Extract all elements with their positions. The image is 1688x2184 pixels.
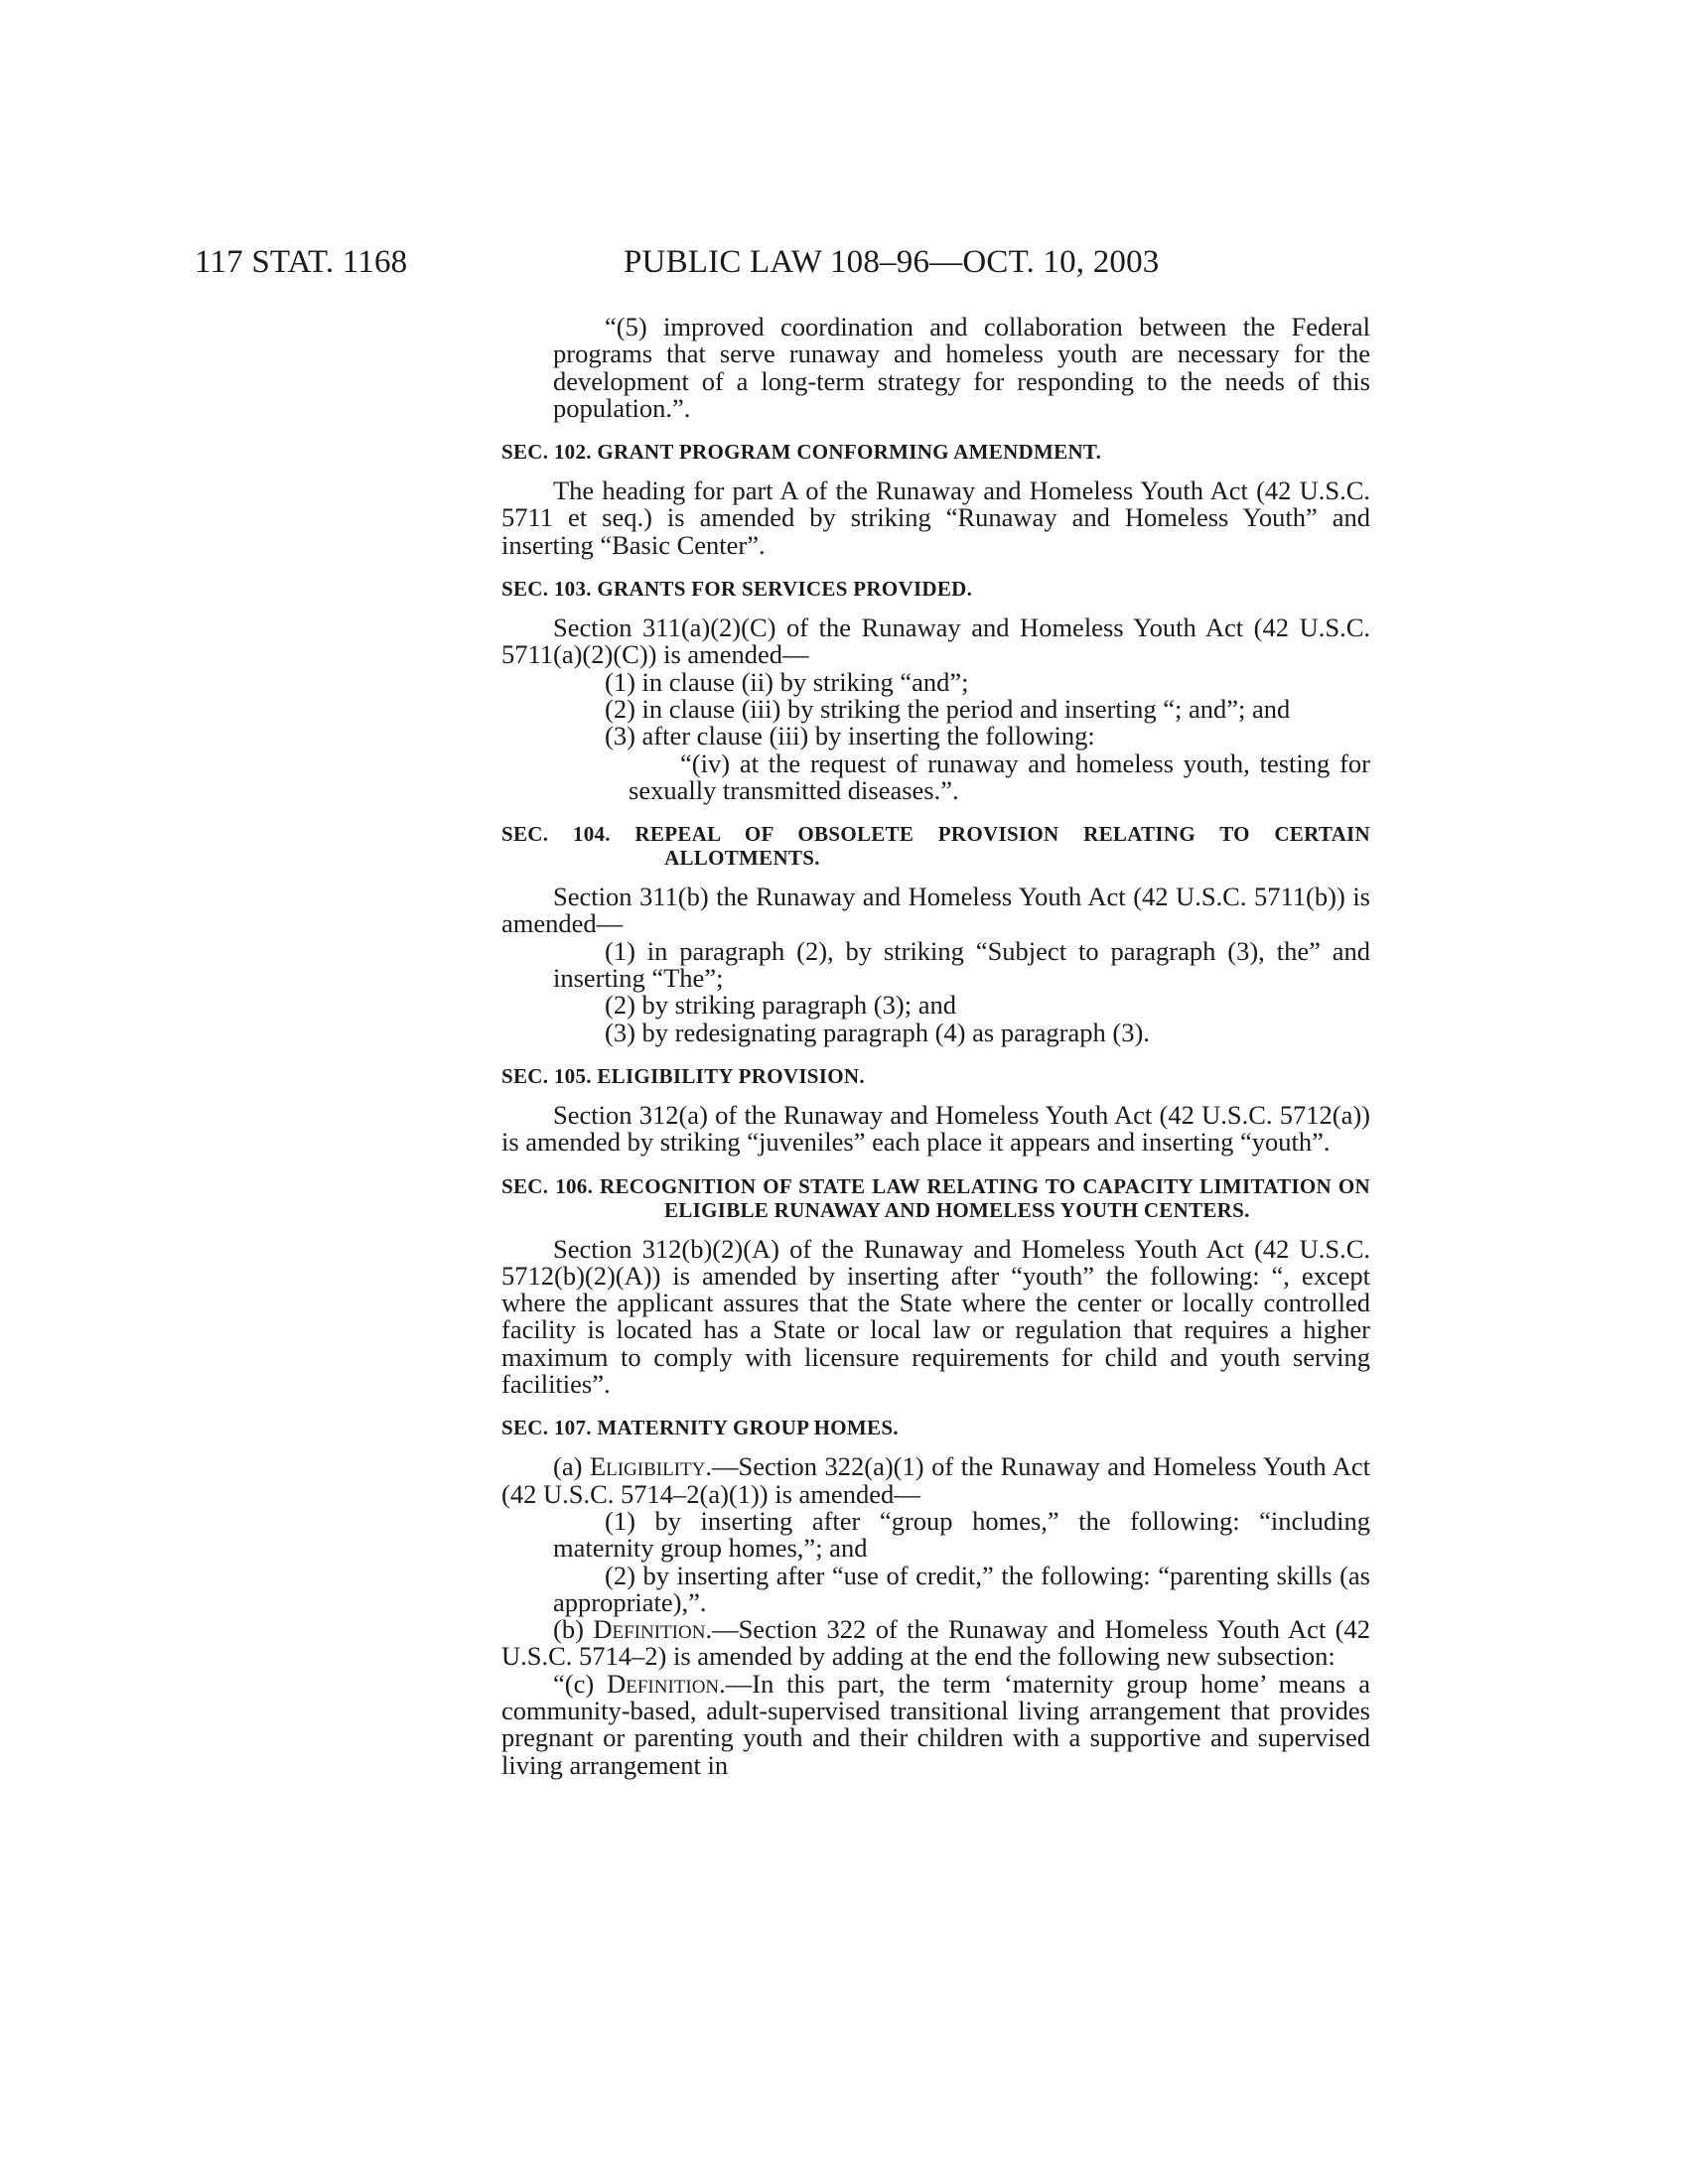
statute-page-number: 117 STAT. 1168 <box>195 244 408 280</box>
sec-103-quote: “(iv) at the request of runaway and homeless youth, testing for sexually transmitted diseases.”. <box>629 748 1370 805</box>
sec-107-a-item-1: (1) by inserting after “group homes,” the following: “including maternity group homes,”; and <box>553 1505 1370 1564</box>
sec-107-a-caption: Eligibility <box>589 1451 706 1482</box>
sec-107-a-label: (a) <box>553 1451 590 1482</box>
sec-105-heading: SEC. 105. ELIGIBILITY PROVISION. <box>501 1063 865 1088</box>
sec-107-heading: SEC. 107. MATERNITY GROUP HOMES. <box>501 1416 899 1440</box>
sec-103-item-1: (1) in clause (ii) by striking “and”; <box>605 666 969 697</box>
sec-106-heading: SEC. 106. RECOGNITION OF STATE LAW RELATING TO CAPACITY LIMITATION ON ELIGIBLE RUNAWAY AND HOMELESS YOUTH CENTERS. <box>501 1173 1370 1222</box>
sec-104-heading: SEC. 104. REPEAL OF OBSOLETE PROVISION RELATING TO CERTAIN ALLOTMENTS. <box>501 822 1370 871</box>
page-header <box>0 244 1688 288</box>
sec-102-text: The heading for part A of the Runaway and Homeless Youth Act (42 U.S.C. 5711 et seq.) is amended by striking “Runaway and Homeless Youth” and inserting “Basic Center”. <box>501 476 1370 560</box>
sec-103-intro: Section 311(a)(2)(C) of the Runaway and Homeless Youth Act (42 U.S.C. 5711(a)(2)(C)) is amended— <box>501 613 1370 670</box>
sec-107-b-label: (b) <box>553 1614 594 1645</box>
sec-104-item-2: (2) by striking paragraph (3); and <box>605 990 956 1021</box>
sec-107-a <box>501 1453 1370 1508</box>
sec-104-intro: Section 311(b) the Runaway and Homeless Youth Act (42 U.S.C. 5711(b)) is amended— <box>501 882 1370 939</box>
sec-103-item-3: (3) after clause (iii) by inserting the following: <box>605 721 1095 751</box>
sec-107-b-caption: Definition <box>593 1614 706 1645</box>
sec-107-c <box>501 1668 1370 1780</box>
sec-107-c-text: .—In this part, the term ‘maternity group home’ means a community-based, adult-supervised transitional living arrangement that provides pregnant or parenting youth and their children with a supportive and supervised living arrangement in <box>501 1668 1370 1780</box>
sec-104-item-1: (1) in paragraph (2), by striking “Subject to paragraph (3), the” and inserting “The”; <box>553 935 1370 994</box>
sec-107-a-text: .—Section 322(a)(1) of the Runaway and Homeless Youth Act (42 U.S.C. 5714–2(a)(1)) is amended— <box>501 1451 1370 1509</box>
document-body <box>501 314 1370 1779</box>
sec-105-text: Section 312(a) of the Runaway and Homeless Youth Act (42 U.S.C. 5712(a)) is amended by striking “juveniles” each place it appears and inserting “youth”. <box>501 1099 1370 1158</box>
sec-107-c-caption: Definition <box>607 1668 720 1699</box>
sec-107-a-item-2: (2) by inserting after “use of credit,” the following: “parenting skills (as appropriate),”. <box>553 1560 1370 1617</box>
sec-107-b-text: .—Section 322 of the Runaway and Homeless Youth Act (42 U.S.C. 5714–2) is amended by adding at the end the following new subsection: <box>501 1614 1370 1672</box>
sec-103-heading: SEC. 103. GRANTS FOR SERVICES PROVIDED. <box>501 577 973 602</box>
sec-107-b <box>501 1616 1370 1671</box>
sec-106-text: Section 312(b)(2)(A) of the Runaway and Homeless Youth Act (42 U.S.C. 5712(b)(2)(A)) is amended by inserting after “youth” the following: “, except where the applicant assures that the State where the center or locally controlled facility is located has a State or local law or regulation that requires a higher maximum to comply with licensure requirements for child and youth serving facilities”. <box>501 1233 1370 1400</box>
sec-103-item-2: (2) in clause (iii) by striking the period and inserting “; and”; and <box>605 693 1291 724</box>
finding-5: “(5) improved coordination and collaboration between the Federal programs that serve runaway and homeless youth are necessary for the development of a long-term strategy for responding to the needs of this population.”. <box>553 312 1370 423</box>
sec-107-c-label: “(c) <box>553 1668 608 1699</box>
sec-102-heading: SEC. 102. GRANT PROGRAM CONFORMING AMENDMENT. <box>501 440 1102 465</box>
public-law-title: PUBLIC LAW 108–96—OCT. 10, 2003 <box>624 244 1160 280</box>
sec-104-item-3: (3) by redesignating paragraph (4) as paragraph (3). <box>605 1017 1150 1047</box>
